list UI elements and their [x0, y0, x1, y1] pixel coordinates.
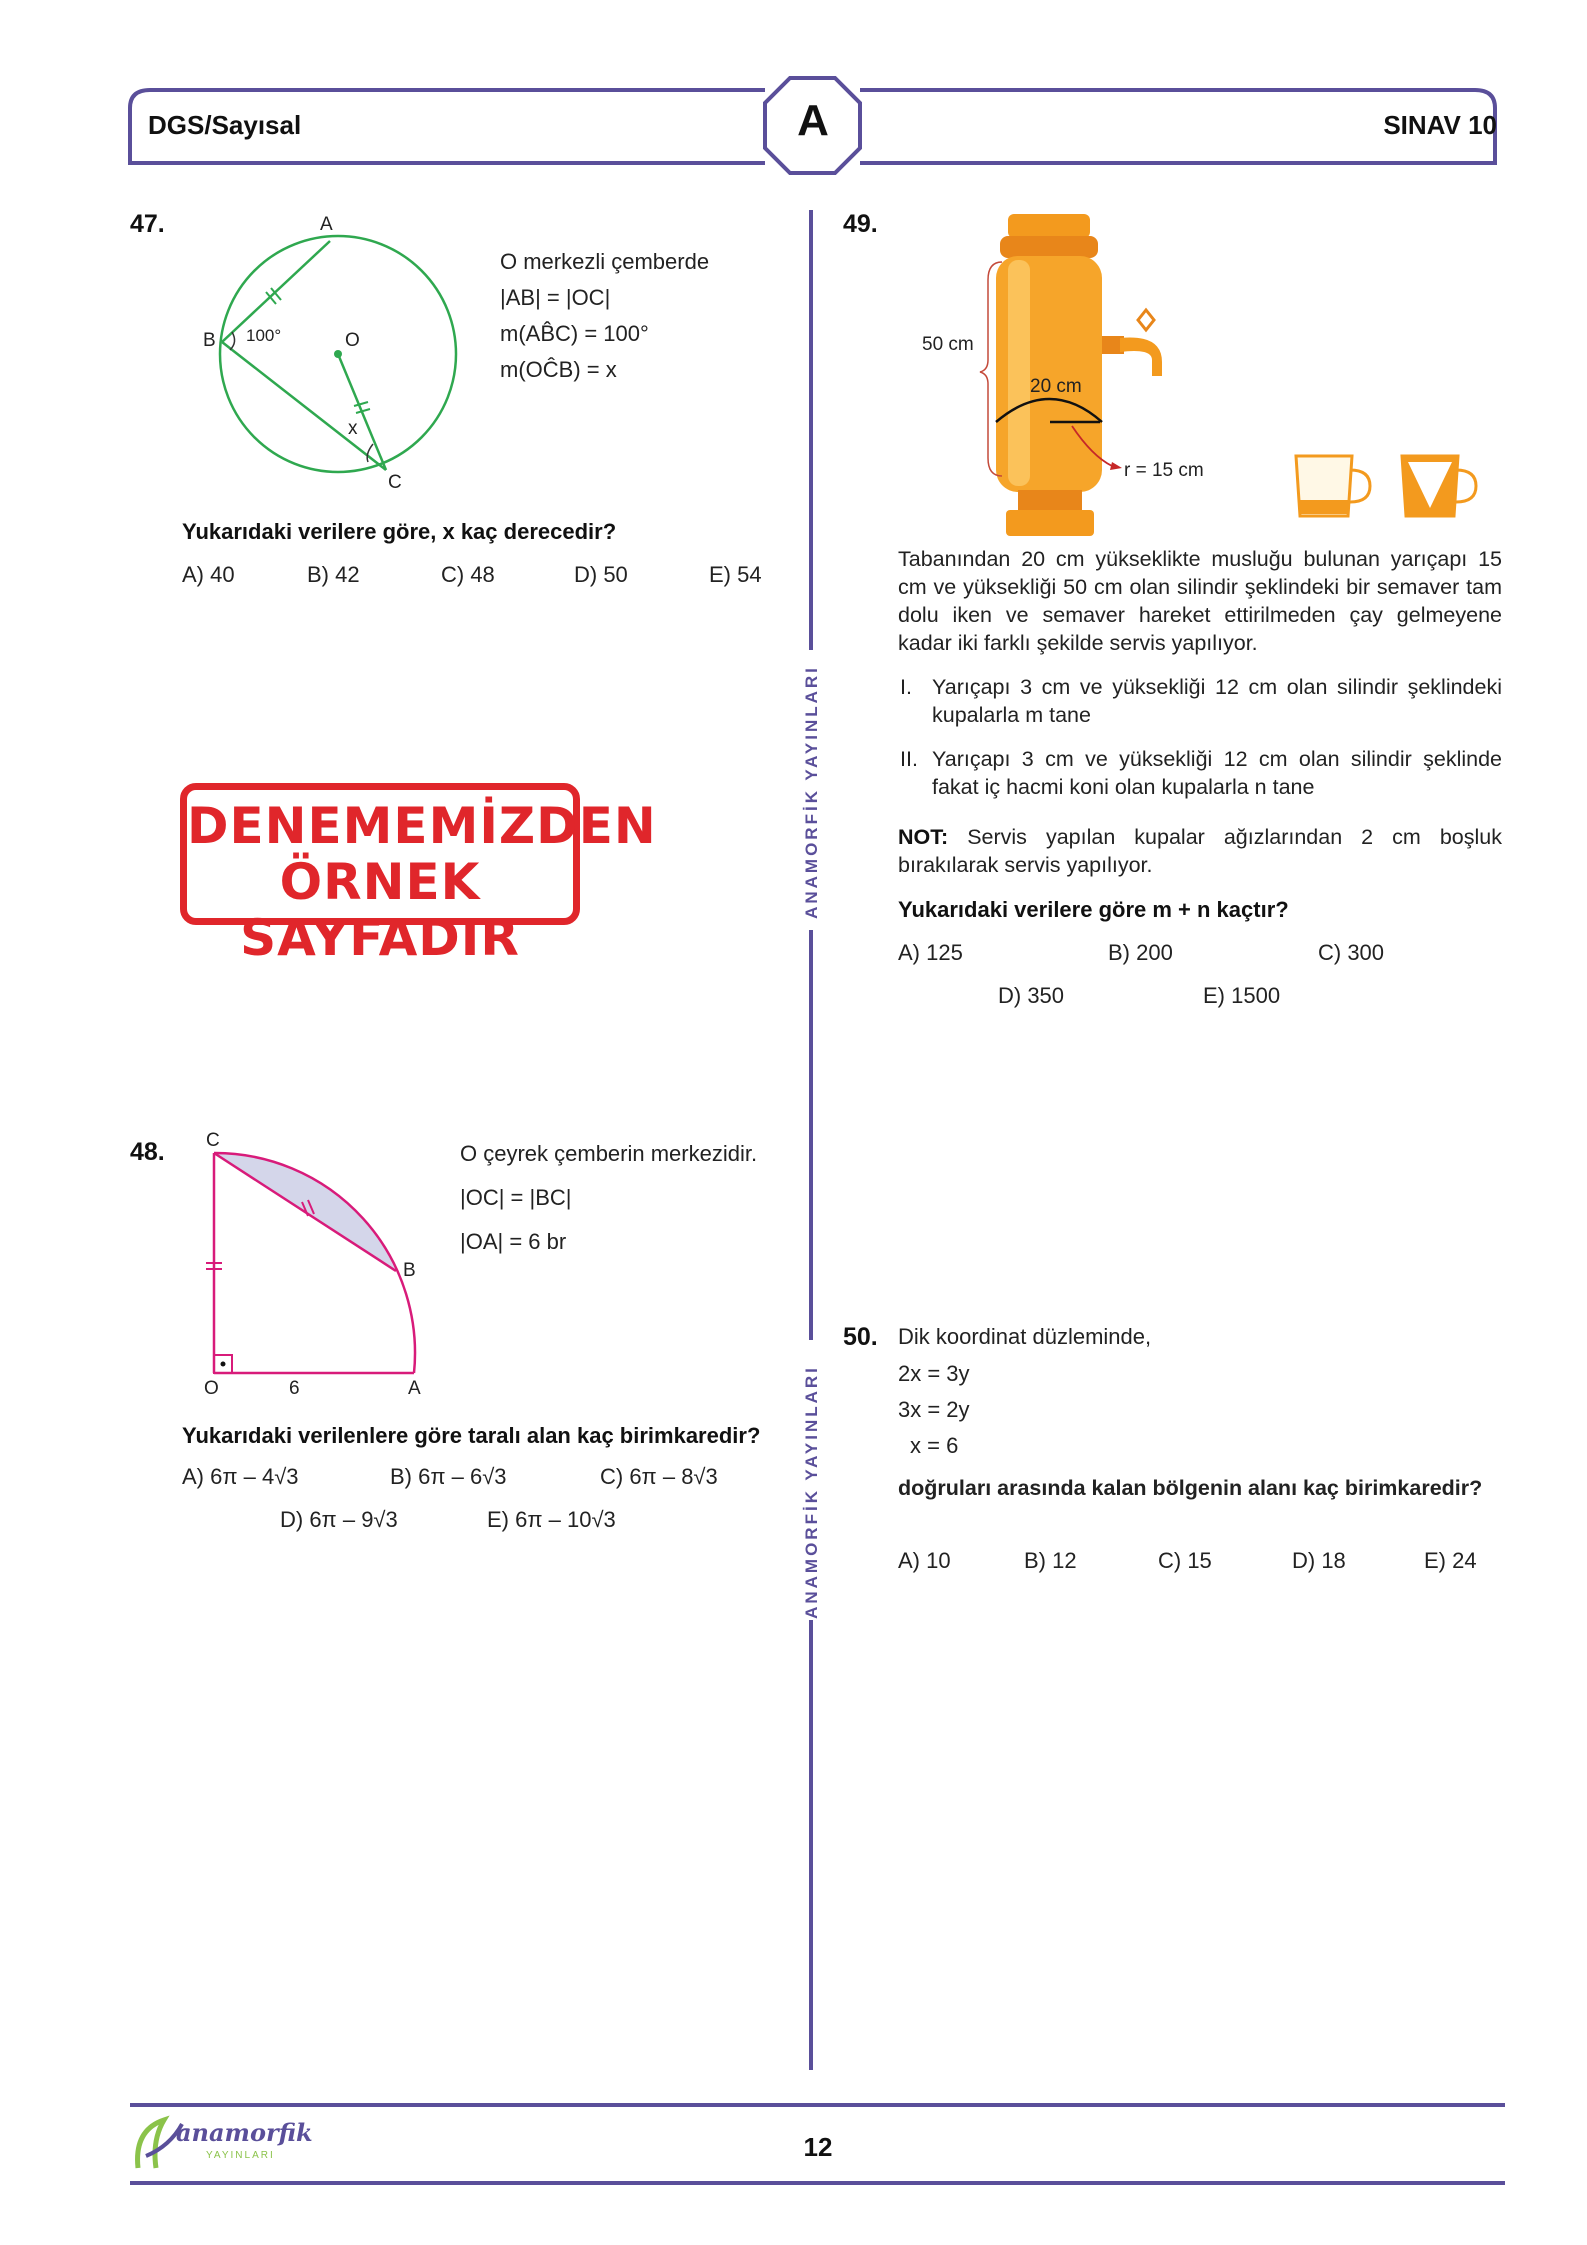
q47-label-A: A — [320, 214, 333, 235]
q48-question: Yukarıdaki verilenlere göre taralı alan kaç birimkaredir? — [182, 1423, 761, 1448]
q47-label-B: B — [203, 330, 216, 351]
q49-number: 49. — [843, 210, 878, 238]
q50-option-a[interactable]: A) 10 — [898, 1548, 951, 1573]
q48-option-d[interactable]: D) 6π – 9√3 — [280, 1507, 398, 1532]
q47-angle-label: 100° — [246, 326, 282, 345]
q47-option-d[interactable]: D) 50 — [574, 562, 628, 587]
q49-option-b[interactable]: B) 200 — [1108, 940, 1173, 965]
q48-option-e[interactable]: E) 6π – 10√3 — [487, 1507, 616, 1532]
q50-option-d[interactable]: D) 18 — [1292, 1548, 1346, 1573]
q49-intro: Tabanından 20 cm yükseklikte musluğu bulunan yarıçapı 15 cm ve yüksekliği 50 cm olan silindir şeklindeki bir semaver tam dolu iken ve semaver hareket ettirilmeden çay gelmeyene kadar iki farklı şekilde servis yapılıyor. — [898, 547, 1502, 655]
q48-label-A: A — [408, 1378, 421, 1399]
stamp-line-2: ÖRNEK SAYFADIR — [240, 853, 520, 967]
q47-circle-figure — [190, 210, 480, 500]
q47-question: Yukarıdaki verilere göre, x kaç derecedir? — [182, 519, 617, 544]
exam-number: SINAV 10 — [1383, 110, 1497, 140]
q49-note-text: Servis yapılan kupalar ağızlarından 2 cm boşluk bırakılarak servis yapılıyor. — [898, 825, 1502, 877]
q48-given-1: O çeyrek çemberin merkezidir. — [460, 1141, 758, 1166]
q50-line-1: 2x = 3y — [898, 1361, 970, 1386]
q47-option-c[interactable]: C) 48 — [441, 562, 495, 587]
q48-label-B: B — [403, 1260, 416, 1281]
q49-radius-label: r = 15 cm — [1124, 460, 1204, 481]
q48-option-c[interactable]: C) 6π – 8√3 — [600, 1464, 718, 1489]
q47-given-3: m(AB̂C) = 100° — [500, 321, 649, 346]
q50-option-b[interactable]: B) 12 — [1024, 1548, 1077, 1573]
q48-option-a[interactable]: A) 6π – 4√3 — [182, 1464, 299, 1489]
q49-height-label: 50 cm — [922, 334, 974, 355]
q49-option-c[interactable]: C) 300 — [1318, 940, 1385, 965]
q47-label-C: C — [388, 472, 402, 493]
q48-label-C: C — [206, 1130, 220, 1151]
q47-option-a[interactable]: A) 40 — [182, 562, 235, 587]
column-divider — [805, 210, 817, 2070]
booklet-letter: A — [797, 96, 829, 145]
q47-number: 47. — [130, 210, 165, 238]
q47-label-O: O — [345, 330, 360, 351]
q48-label-O: O — [204, 1378, 219, 1399]
q49-tap-height-label: 20 cm — [1030, 376, 1082, 397]
q49-note — [898, 823, 1502, 879]
exam-type: DGS/Sayısal — [148, 110, 302, 140]
q49-samovar-figure — [900, 200, 1480, 540]
q49-option-a[interactable]: A) 125 — [898, 940, 963, 965]
publisher-logo-text: anamorfik — [176, 2118, 313, 2147]
q50-option-c[interactable]: C) 15 — [1158, 1548, 1212, 1573]
q48-option-b[interactable]: B) 6π – 6√3 — [390, 1464, 507, 1489]
side-publisher-text-1: ANAMORFİK YAYINLARI — [802, 665, 821, 919]
publisher-logo-sub: YAYINLARI — [206, 2150, 275, 2161]
q49-item2-number: II. — [900, 747, 918, 771]
q50-line-2: 3x = 2y — [898, 1397, 970, 1422]
stamp-line-1: DENEMEMİZDEN — [187, 797, 657, 855]
side-publisher-text-2: ANAMORFİK YAYINLARI — [802, 1365, 821, 1619]
q49-option-e[interactable]: E) 1500 — [1203, 983, 1281, 1008]
header-frame — [0, 0, 1587, 190]
q50-question: doğruları arasında kalan bölgenin alanı kaç birimkaredir? — [898, 1476, 1483, 1500]
q48-label-6: 6 — [289, 1378, 300, 1399]
page-number: 12 — [803, 2132, 833, 2162]
q48-given-2: |OC| = |BC| — [460, 1185, 572, 1210]
q47-given-1: O merkezli çemberde — [500, 249, 710, 274]
q47-option-e[interactable]: E) 54 — [709, 562, 762, 587]
q50-number: 50. — [843, 1323, 878, 1351]
q47-x-label: x — [348, 418, 358, 439]
q50-intro: Dik koordinat düzleminde, — [898, 1324, 1152, 1349]
q47-given-4: m(OĈB) = x — [500, 357, 617, 382]
q48-given-3: |OA| = 6 br — [460, 1229, 567, 1254]
q50-line-3: x = 6 — [910, 1433, 959, 1458]
q49-option-d[interactable]: D) 350 — [998, 983, 1065, 1008]
q49-note-label: NOT: — [898, 825, 949, 849]
q49-question: Yukarıdaki verilere göre m + n kaçtır? — [898, 897, 1289, 922]
q49-item2: Yarıçapı 3 cm ve yüksekliği 12 cm olan silindir şeklinde fakat iç hacmi koni olan kupalarla n tane — [932, 747, 1502, 799]
q47-given-2: |AB| = |OC| — [500, 285, 611, 310]
q50-option-e[interactable]: E) 24 — [1424, 1548, 1477, 1573]
q47-option-b[interactable]: B) 42 — [307, 562, 360, 587]
q49-item1: Yarıçapı 3 cm ve yüksekliği 12 cm olan silindir şeklindeki kupalarla m tane — [932, 675, 1502, 727]
q49-item1-number: I. — [900, 675, 912, 699]
q48-number: 48. — [130, 1138, 165, 1166]
sample-page-stamp — [180, 783, 657, 967]
